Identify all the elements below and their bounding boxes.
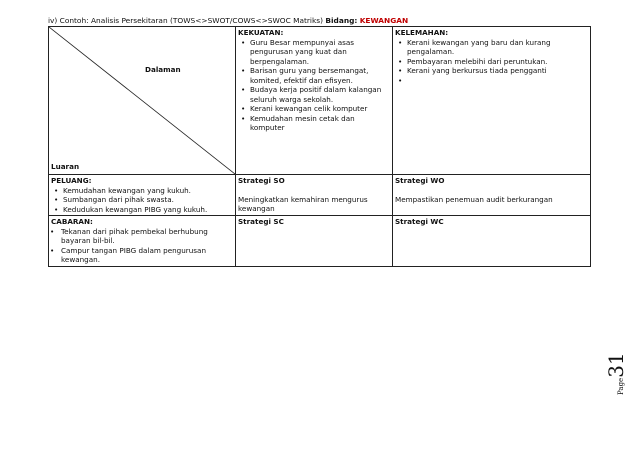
strategi-wo-title: Strategi WO [395, 176, 445, 185]
matrix-row-internal [49, 27, 591, 175]
cabaran-title: CABARAN: [51, 217, 93, 226]
strategi-wo-text: Mempastikan penemuan audit berkurangan [395, 194, 553, 204]
tows-matrix-table [48, 26, 591, 267]
strategi-sc-title: Strategi SC [238, 217, 284, 226]
list-item: • Campur tangan PIBG dalam pengurusan kewangan. [61, 246, 233, 265]
matrix-row-cabaran [49, 216, 591, 267]
kekuatan-title: KEKUATAN: [238, 28, 284, 37]
bidang-value: KEWANGAN [359, 16, 409, 25]
section-heading [48, 16, 408, 25]
page-label: Page [617, 377, 625, 395]
strategi-so-cell [236, 175, 393, 216]
list-item: • Barisan guru yang bersemangat, komited, efektif dan efisyen. [250, 66, 390, 85]
strategi-wc-title: Strategi WC [395, 217, 444, 226]
cabaran-list [47, 227, 233, 265]
strategi-wo-cell [393, 175, 591, 216]
page-number-value: 31 [604, 352, 628, 378]
list-item: • Guru Besar mempunyai asas pengurusan yang kuat dan berpengalaman. [250, 38, 390, 67]
peluang-title: PELUANG: [51, 176, 92, 185]
page-number [604, 352, 628, 395]
kelemahan-title: KELEMAHAN: [395, 28, 449, 37]
bidang-label: Bidang: [325, 16, 358, 25]
list-item: • Tekanan dari pihak pembekal berhubung bayaran bil-bil. [61, 227, 233, 246]
cabaran-cell [49, 216, 236, 267]
list-item: • Pembayaran melebihi dari peruntukan. [407, 57, 588, 67]
list-item: • Kedudukan kewangan PIBG yang kukuh. [63, 205, 233, 215]
kekuatan-cell [236, 27, 393, 175]
list-item: • Kerani kewangan celik komputer [250, 104, 390, 114]
kelemahan-list [395, 38, 588, 76]
strategi-so-text: Meningkatkan kemahiran mengurus kewangan [238, 194, 368, 213]
list-item: • Kerani kewangan yang baru dan kurang pengalaman. [407, 38, 588, 57]
luaran-label: Luaran [51, 162, 80, 171]
list-item: • Kemudahan mesin cetak dan komputer [250, 114, 390, 133]
kekuatan-list [238, 38, 390, 133]
list-item: • Budaya kerja positif dalam kalangan seluruh warga sekolah. [250, 85, 390, 104]
diagonal-divider [49, 27, 235, 174]
strategi-sc-cell [236, 216, 393, 267]
list-item: • Sumbangan dari pihak swasta. [63, 195, 233, 205]
list-item: • Kemudahan kewangan yang kukuh. [63, 186, 233, 196]
heading-prefix: iv) Contoh: Analisis Persekitaran (TOWS<>SWOT/COWS<>SWOC Matriks) [48, 16, 324, 25]
dalaman-label: Dalaman [145, 65, 181, 74]
matrix-row-peluang [49, 175, 591, 216]
peluang-cell [49, 175, 236, 216]
kelemahan-cell [393, 27, 591, 175]
list-item: • Kerani yang berkursus tiada pengganti [407, 66, 588, 76]
peluang-list [51, 186, 233, 215]
corner-cell [49, 27, 236, 175]
strategi-wc-cell [393, 216, 591, 267]
strategi-so-title: Strategi SO [238, 176, 285, 185]
